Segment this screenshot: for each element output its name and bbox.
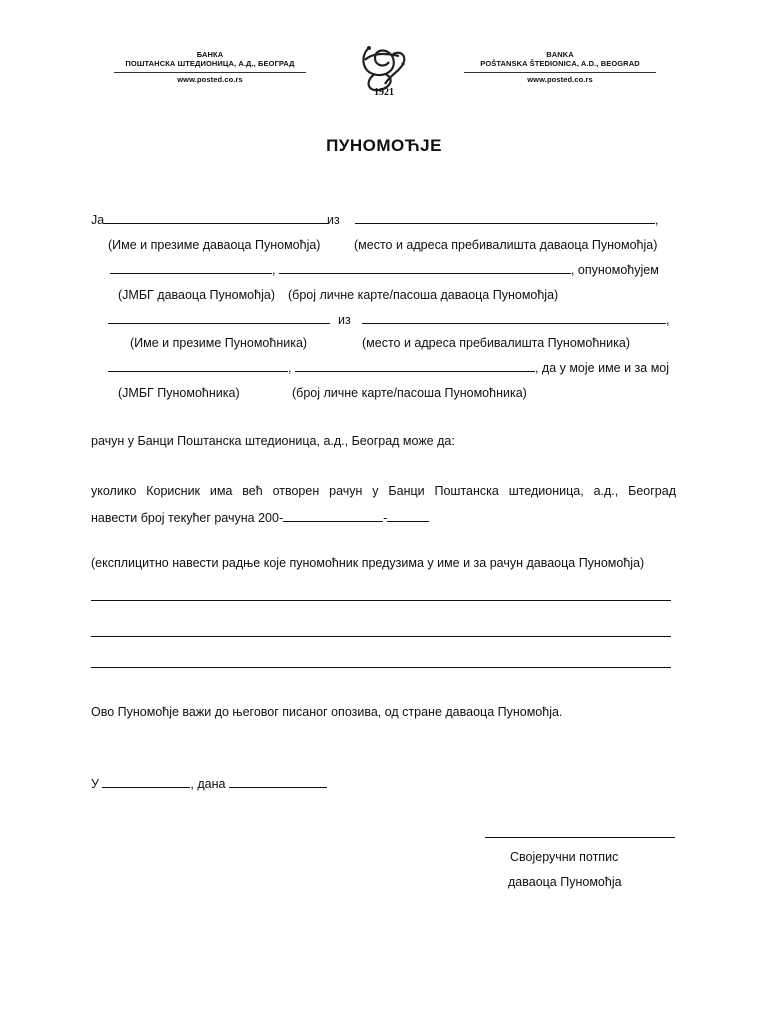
da-u-moje-text: , да у моје име и за мој xyxy=(534,361,670,375)
place-blank[interactable] xyxy=(102,776,190,788)
form-row-agent-address: , xyxy=(362,312,669,328)
agent-address-blank[interactable] xyxy=(362,312,666,324)
account-number-prefix: навести број текућег рачуна 200- xyxy=(91,511,284,525)
document-title: ПУНОМОЋЈЕ xyxy=(326,136,442,155)
agent-name-blank[interactable] xyxy=(108,312,330,324)
giver-name-blank[interactable] xyxy=(104,212,329,224)
giver-address-blank[interactable] xyxy=(355,212,655,224)
agent-id-caption: (број личне карте/пасоша Пуномоћника) xyxy=(292,386,527,400)
signature-caption-2: даваоца Пуномоћја xyxy=(508,875,622,889)
iz-label: из xyxy=(327,213,340,227)
header-rule xyxy=(114,72,306,73)
bank-label: BANKA xyxy=(546,50,574,59)
account-number-blank[interactable] xyxy=(283,510,383,522)
signature-line[interactable] xyxy=(485,837,675,838)
giver-jmbg-caption: (ЈМБГ даваоца Пуномоћја) xyxy=(118,288,275,302)
giver-jmbg-blank[interactable] xyxy=(110,262,272,274)
ja-label: Ја xyxy=(91,213,105,227)
bank-url: www.posted.co.rs xyxy=(527,75,593,84)
account-number-suffix-blank[interactable] xyxy=(387,510,429,522)
place-date-row xyxy=(91,776,327,792)
logo-year: 1921 xyxy=(374,87,394,98)
agent-address-caption: (место и адреса пребивалишта Пуномоћника) xyxy=(362,336,631,350)
actions-line-1[interactable] xyxy=(91,600,671,601)
date-prefix: , дана xyxy=(190,777,229,791)
agent-jmbg-caption: (ЈМБГ Пуномоћника) xyxy=(118,386,240,400)
opunomocujem-text: , опуномоћујем xyxy=(570,263,659,277)
iz-label-agent: из xyxy=(338,313,351,327)
form-row-giver-address: , xyxy=(355,212,658,228)
bank-header-latin xyxy=(460,50,660,84)
bank-name: POŠTANSKA ŠTEDIONICA, A.D., BEOGRAD xyxy=(480,59,640,68)
agent-jmbg-blank[interactable] xyxy=(108,360,288,372)
bank-label: БАНКА xyxy=(196,50,224,59)
form-row-agent xyxy=(108,312,330,328)
form-row-agent-ids: , , да у моје име и за мој xyxy=(108,360,669,376)
bank-url: www.posted.co.rs xyxy=(177,75,243,84)
validity-statement: Ово Пуномоћје важи до његовог писаног опозива, од стране даваоца Пуномоћја. xyxy=(91,705,563,719)
existing-account-paragraph xyxy=(91,478,676,532)
signature-caption-1: Својеручни потпис xyxy=(510,850,619,864)
existing-account-line1: уколико Корисник има већ отворен рачун у Банци Поштанска штедионица, а.д., Београд xyxy=(91,484,676,498)
bank-name: ПОШТАНСКА ШТЕДИОНИЦА, А.Д., БЕОГРАД xyxy=(125,59,295,68)
date-blank[interactable] xyxy=(229,776,327,788)
place-prefix: У xyxy=(91,777,103,791)
explicit-actions-caption: (експлицитно навести радње које пуномоћник предузима у име и за рачун даваоца Пуномоћја) xyxy=(91,556,645,570)
header-rule xyxy=(464,72,656,73)
bank-header-cyrillic xyxy=(110,50,310,84)
form-row-giver xyxy=(91,212,329,228)
giver-address-caption: (место и адреса пребивалишта даваоца Пуномоћја) xyxy=(354,238,658,252)
actions-line-2[interactable] xyxy=(91,636,671,637)
actions-line-3[interactable] xyxy=(91,667,671,668)
giver-id-blank[interactable] xyxy=(279,262,571,274)
agent-name-caption: (Име и презиме Пуномоћника) xyxy=(130,336,308,350)
account-statement: рачун у Банци Поштанска штедионица, а.д., Београд може да: xyxy=(91,434,455,448)
giver-name-caption: (Име и презиме даваоца Пуномоћја) xyxy=(108,238,321,252)
agent-id-blank[interactable] xyxy=(295,360,535,372)
giver-id-caption: (број личне карте/пасоша даваоца Пуномоћја) xyxy=(288,288,559,302)
form-row-giver-ids: , , опуномоћујем xyxy=(110,262,659,278)
existing-account-line2: навести број текућег рачуна 200- - xyxy=(91,505,676,532)
